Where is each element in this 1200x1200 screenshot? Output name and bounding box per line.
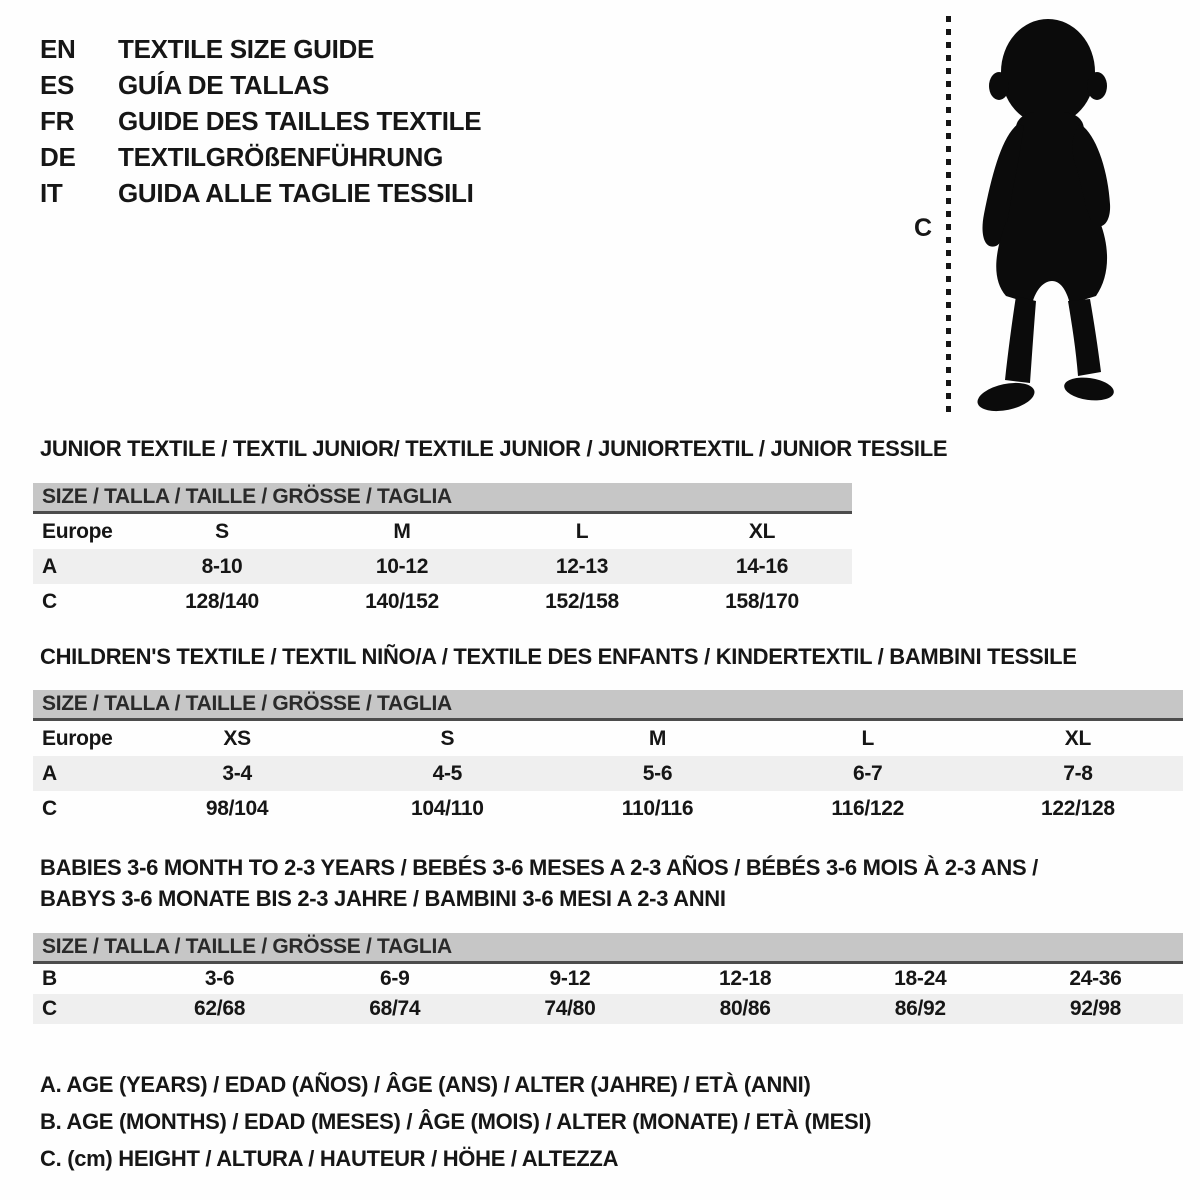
row-label: C: [42, 997, 57, 1020]
cell: 98/104: [205, 796, 269, 820]
lang-code: ES: [40, 70, 75, 100]
table-row: [33, 721, 1183, 756]
cell: S: [440, 726, 455, 750]
cell: 140/152: [365, 589, 439, 613]
cell: 8-10: [201, 554, 243, 578]
language-title-block: [40, 31, 481, 211]
lang-row-de: [40, 139, 481, 175]
row-label: Europe: [42, 726, 113, 750]
cell: XL: [748, 519, 776, 543]
cell: XL: [1064, 726, 1092, 750]
row-label: B: [42, 967, 57, 990]
lang-row-fr: [40, 103, 481, 139]
cell: 10-12: [375, 554, 429, 578]
cell: 3-6: [204, 967, 235, 990]
cell: 152/158: [545, 589, 619, 613]
table-row: [33, 584, 852, 619]
cell: 7-8: [1063, 761, 1093, 785]
lang-title: GUÍA DE TALLAS: [118, 70, 330, 100]
cell: 158/170: [725, 589, 799, 613]
cell: 104/110: [410, 796, 484, 820]
lang-title: GUIDE DES TAILLES TEXTILE: [118, 106, 482, 136]
cell: 6-7: [852, 761, 883, 785]
toddler-silhouette-icon: [962, 12, 1146, 422]
cell: 4-5: [432, 761, 463, 785]
lang-code: IT: [40, 178, 63, 208]
cell: M: [648, 726, 667, 750]
table-row: [33, 756, 1183, 791]
height-measure-label: C: [914, 214, 932, 242]
lang-row-es: [40, 67, 481, 103]
footnote-c: C. (cm) HEIGHT / ALTURA / HAUTEUR / HÖHE / ALTEZZA: [40, 1146, 619, 1171]
cell: 74/80: [544, 997, 596, 1020]
lang-title: TEXTILE SIZE GUIDE: [118, 34, 375, 64]
table-row: [33, 964, 1183, 994]
footnote-a: A. AGE (YEARS) / EDAD (AÑOS) / ÂGE (ANS) / ALTER (JAHRE) / ETÀ (ANNI): [40, 1072, 811, 1097]
row-label: A: [42, 761, 57, 785]
babies-title-line2: BABYS 3-6 MONATE BIS 2-3 JAHRE / BAMBINI 3-6 MESI A 2-3 ANNI: [40, 886, 726, 911]
cell: 86/92: [894, 997, 946, 1020]
cell: L: [861, 726, 874, 750]
cell: 62/68: [194, 997, 246, 1020]
lang-row-en: [40, 31, 481, 67]
lang-code: EN: [40, 34, 76, 64]
cell: 92/98: [1069, 997, 1121, 1020]
cell: 12-13: [555, 554, 609, 578]
lang-code: FR: [40, 106, 75, 136]
table-row: [33, 994, 1183, 1024]
cell: 5-6: [642, 761, 673, 785]
cell: 24-36: [1069, 967, 1122, 990]
table-row: [33, 514, 852, 549]
cell: 6-9: [380, 967, 410, 990]
lang-title: TEXTILGRÖßENFÜHRUNG: [118, 142, 444, 172]
height-measure-dashed-line: [946, 16, 951, 416]
row-label: C: [42, 589, 57, 613]
lang-row-it: [40, 175, 481, 211]
section-title-children: CHILDREN'S TEXTILE / TEXTIL NIÑO/A / TEXTILE DES ENFANTS / KINDERTEXTIL / BAMBINI TESSILE: [40, 644, 1077, 669]
cell: 80/86: [719, 997, 771, 1020]
row-label: A: [42, 554, 57, 578]
junior-size-table: [33, 483, 852, 619]
cell: 110/116: [621, 796, 694, 820]
row-label: C: [42, 796, 57, 820]
cell: 9-12: [549, 967, 591, 990]
table-header-bar: SIZE / TALLA / TAILLE / GRÖSSE / TAGLIA: [33, 933, 1183, 964]
table-row: [33, 549, 852, 584]
cell: S: [215, 519, 229, 543]
cell: 128/140: [185, 589, 259, 613]
babies-size-table: [33, 933, 1183, 1024]
section-title-babies: [40, 856, 1038, 910]
lang-title: GUIDA ALLE TAGLIE TESSILI: [118, 178, 474, 208]
row-label: Europe: [42, 519, 113, 543]
lang-code: DE: [40, 142, 76, 172]
cell: 18-24: [894, 967, 947, 990]
cell: 14-16: [735, 554, 789, 578]
table-header-bar: SIZE / TALLA / TAILLE / GRÖSSE / TAGLIA: [33, 690, 1183, 721]
footnote-legend: [40, 1066, 871, 1177]
cell: 122/128: [1041, 796, 1115, 820]
cell: 116/122: [831, 796, 905, 820]
cell: 12-18: [718, 967, 772, 990]
babies-title-line1: BABIES 3-6 MONTH TO 2-3 YEARS / BEBÉS 3-6 MESES A 2-3 AÑOS / BÉBÉS 3-6 MOIS À 2-3 ANS /: [40, 855, 1038, 880]
children-size-table: [33, 690, 1183, 826]
cell: M: [393, 519, 411, 543]
section-title-junior: JUNIOR TEXTILE / TEXTIL JUNIOR/ TEXTILE JUNIOR / JUNIORTEXTIL / JUNIOR TESSILE: [40, 436, 948, 461]
cell: XS: [223, 726, 251, 750]
footnote-b: B. AGE (MONTHS) / EDAD (MESES) / ÂGE (MOIS) / ALTER (MONATE) / ETÀ (MESI): [40, 1109, 872, 1134]
table-header-bar: SIZE / TALLA / TAILLE / GRÖSSE / TAGLIA: [33, 483, 852, 514]
cell: 68/74: [369, 997, 421, 1020]
cell: L: [575, 519, 589, 543]
cell: 3-4: [222, 761, 252, 785]
table-row: [33, 791, 1183, 826]
